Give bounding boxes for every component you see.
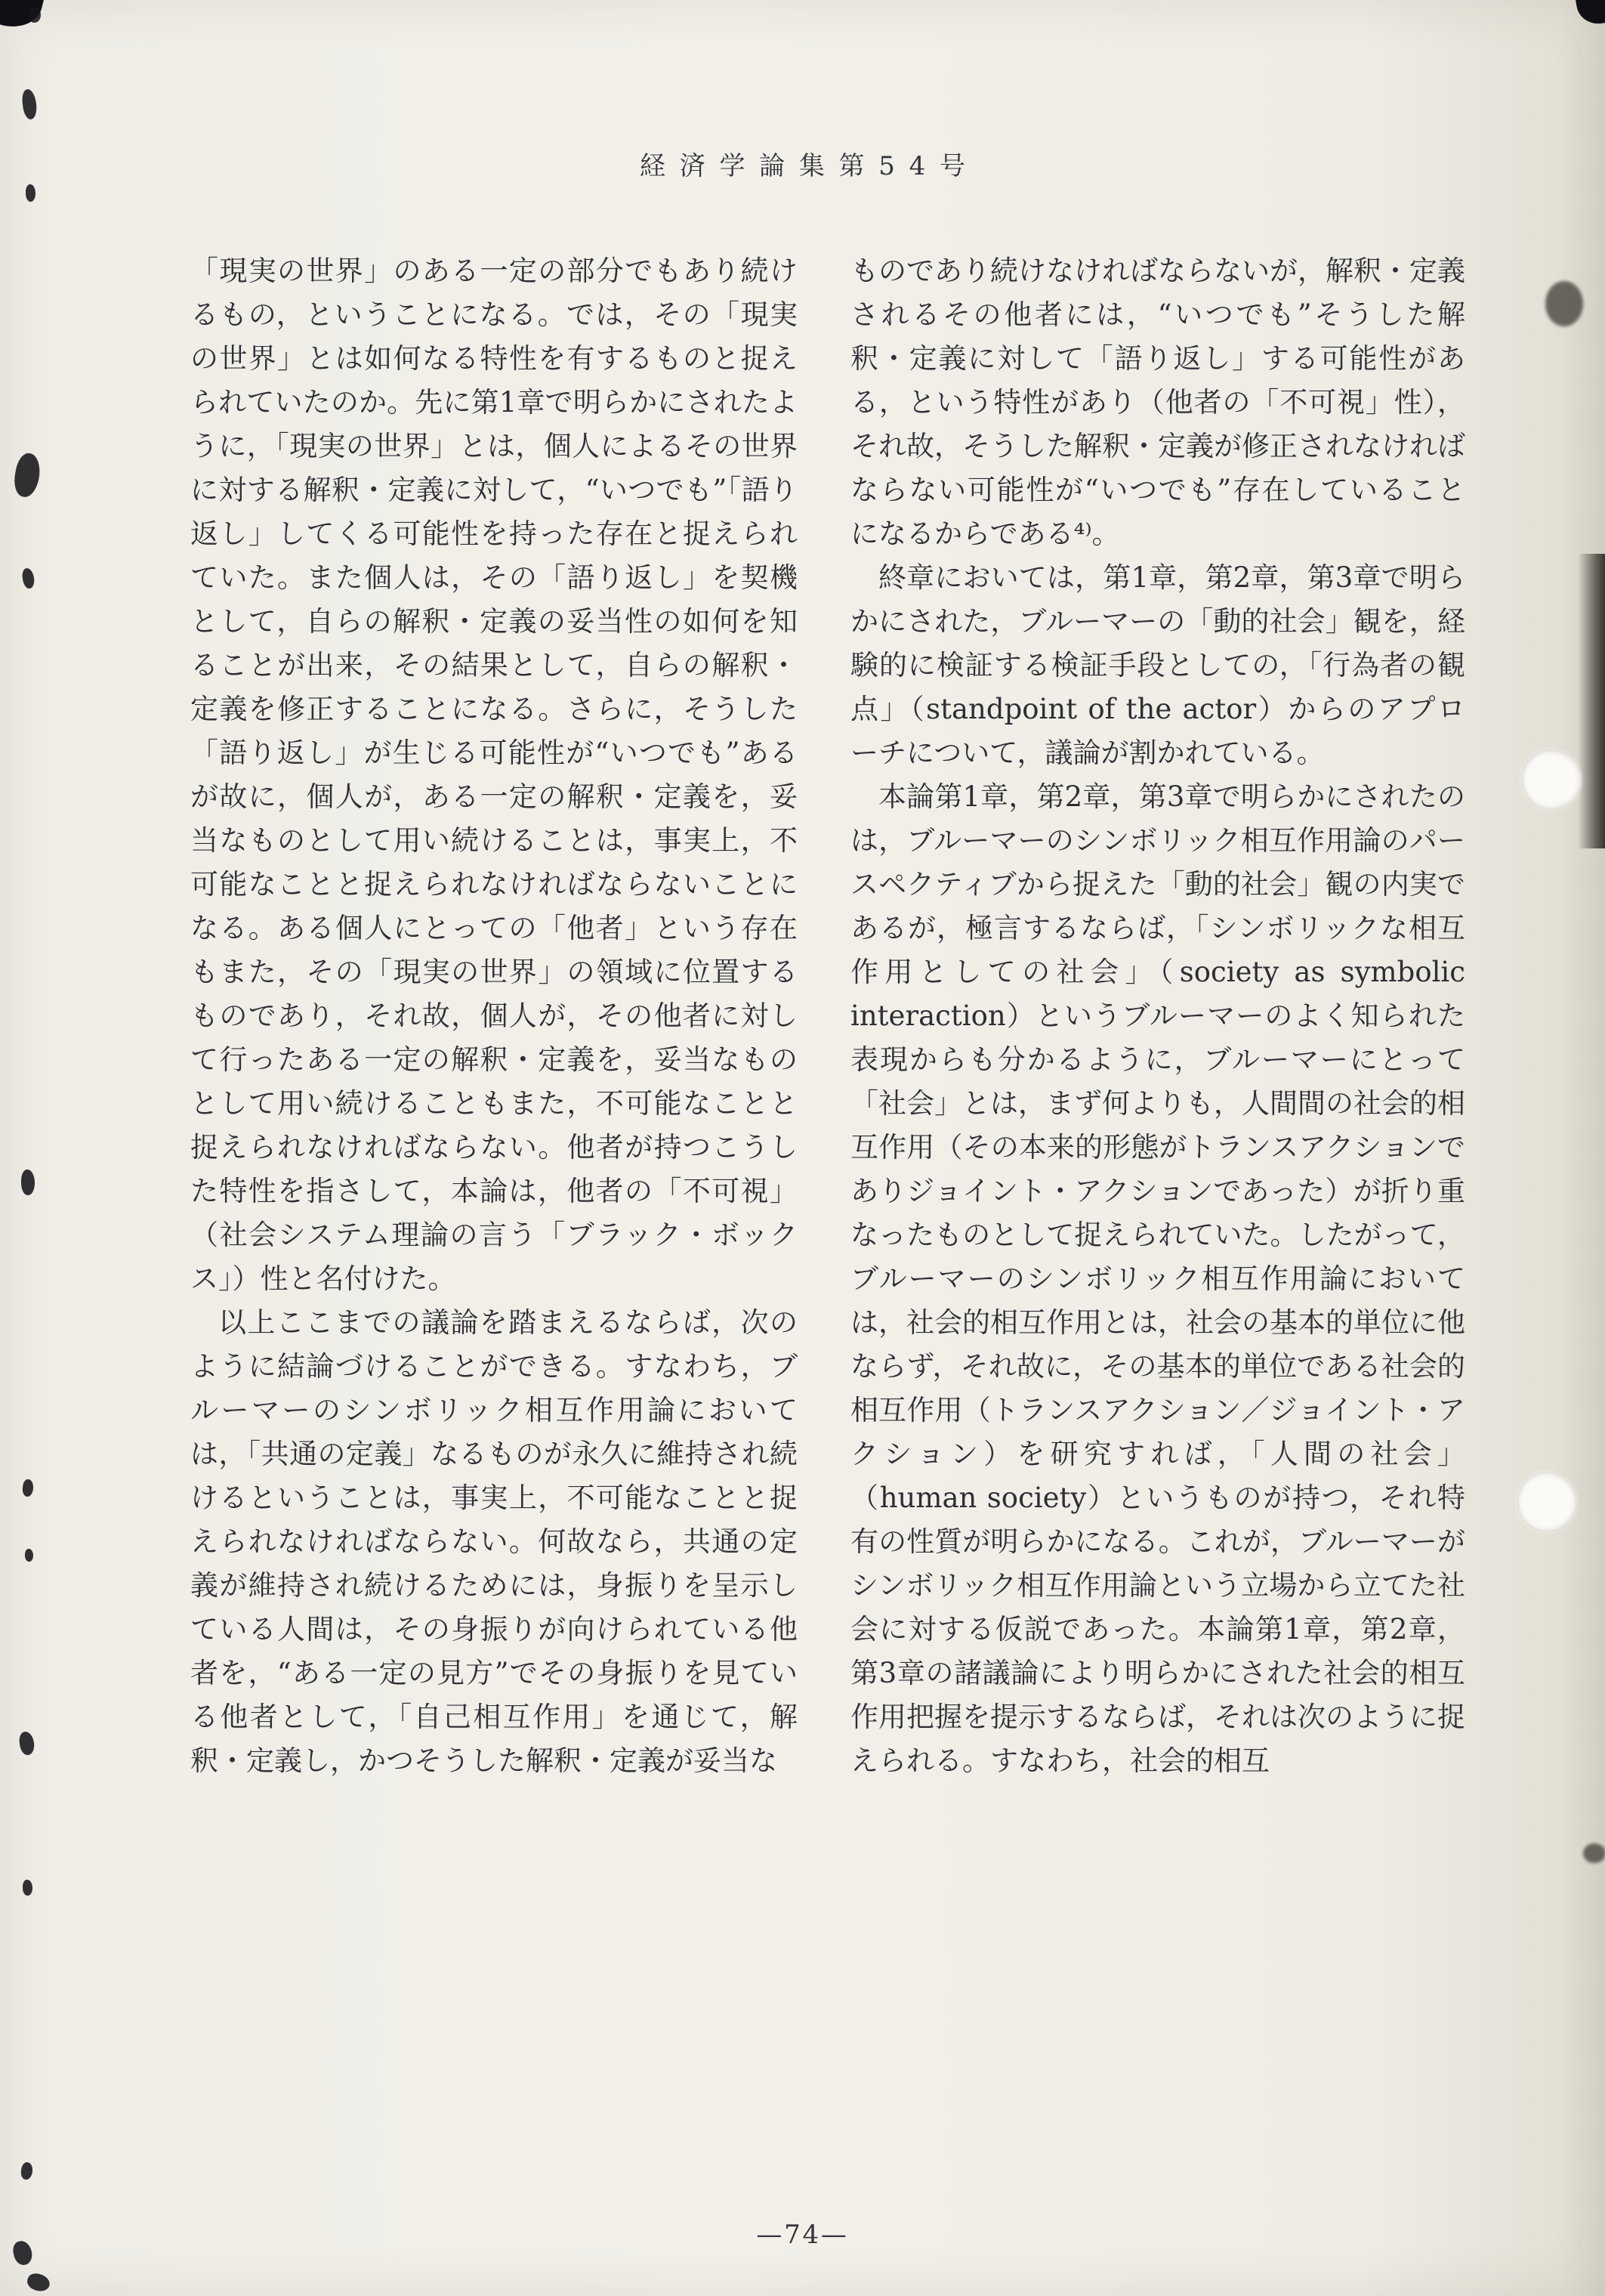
scan-artifact xyxy=(26,184,35,202)
scan-artifact-edge-band xyxy=(1578,554,1605,848)
scan-artifact-corner xyxy=(1574,0,1605,27)
scan-artifact xyxy=(21,567,35,589)
scan-artifact-edge-blob xyxy=(1583,1843,1605,1863)
paragraph: 以上ここまでの議論を踏まえるならば，次のように結論づけることができる。すなわち，ブルーマーのシンボリック相互作用論においては，「共通の定義」なるものが永久に維持され続けるということは，事実上，不可能なことと捉えられなければならない。何故なら，共通の定義が維持され続けるためには，身振りを呈示している人間は，その身振りが向けられている他者を，“ある一定の見方”でその身振りを見ている他者として，「自己相互作用」を通じて，解釈・定義し，かつそうした解釈・定義が妥当な xyxy=(190,1306,798,1777)
paragraph: 本論第1章，第2章，第3章で明らかにされたのは，ブルーマーのシンボリック相互作用論のパースペクティブから捉えた「動的社会」観の内実であるが，極言するならば，「シンボリックな相互作用としての社会」（society as symbolic interaction）というブルーマーのよく知られた表現からも分かるように，ブルーマーにとって「社会」とは，まず何よりも，人間間の社会的相互作用（その本来的形態がトランスアクションでありジョイント・アクションであった）が折り重なったものとして捉えられていた。したがって，ブルーマーのシンボリック相互作用論においては，社会的相互作用とは，社会の基本的単位に他ならず，それ故に，その基本的単位である社会的相互作用（トランスアクション／ジョイント・アクション）を研究すれば，「人間の社会」（human society）というものが持つ，それ特有の性質が明らかになる。これが，ブルーマーがシンボリック相互作用論という立場から立てた社会に対する仮説であった。本論第1章，第2章，第3章の諸議論により明らかにされた社会的相互作用把握を提示するならば，それは次のように捉えられる。すなわち，社会的相互 xyxy=(850,780,1465,1777)
paragraph: ものであり続けなければならないが，解釈・定義されるその他者には，“いつでも”そうした解釈・定義に対して「語り返し」する可能性がある，という特性があり（他者の「不可視」性），それ故，そうした解釈・定義が修正されなければならない可能性が“いつでも”存在していることになるからである⁴⁾。 xyxy=(850,255,1465,550)
scan-artifact xyxy=(18,1731,35,1756)
scan-artifact xyxy=(21,1170,35,1195)
scan-artifact xyxy=(22,1479,34,1497)
left-column xyxy=(190,249,798,1783)
scan-artifact-edge-blob xyxy=(1545,281,1583,326)
paragraph: 終章においては，第1章，第2章，第3章で明らかにされた，ブルーマーの「動的社会」観を，経験的に検証する検証手段としての，「行為者の観点」（standpoint of the actor）からのアプローチについて，議論が割かれている。 xyxy=(850,561,1465,769)
punch-hole xyxy=(1517,1472,1577,1532)
scan-artifact xyxy=(21,88,38,120)
scan-artifact xyxy=(26,2272,51,2294)
page-number: —74— xyxy=(756,2220,849,2250)
scan-artifact xyxy=(23,1880,32,1896)
scan-artifact xyxy=(11,452,43,499)
scan-artifact xyxy=(25,1549,33,1562)
paragraph: 「現実の世界」のある一定の部分でもあり続けるもの，ということになる。では，その「現実の世界」とは如何なる特性を有するものと捉えられていたのか。先に第1章で明らかにされたように，「現実の世界」とは，個人によるその世界に対する解釈・定義に対して，“いつでも”「語り返し」してくる可能性を持った存在と捉えられていた。また個人は，その「語り返し」を契機として，自らの解釈・定義の妥当性の如何を知ることが出来，その結果として，自らの解釈・定義を修正することになる。さらに，そうした「語り返し」が生じる可能性が“いつでも”あるが故に，個人が，ある一定の解釈・定義を，妥当なものとして用い続けることは，事実上，不可能なことと捉えられなければならないことになる。ある個人にとっての「他者」という存在もまた，その「現実の世界」の領域に位置するものであり，それ故，個人が，その他者に対して行ったある一定の解釈・定義を，妥当なものとして用い続けることもまた，不可能なことと捉えられなければならない。他者が持つこうした特性を指さして，本論は，他者の「不可視」（社会システム理論の言う「ブラック・ボックス」）性と名付けた。 xyxy=(190,255,798,1295)
journal-header: 経済学論集第54号 xyxy=(640,151,980,181)
right-column xyxy=(850,249,1465,1783)
scan-artifact xyxy=(20,2162,33,2180)
punch-hole xyxy=(1521,749,1582,810)
